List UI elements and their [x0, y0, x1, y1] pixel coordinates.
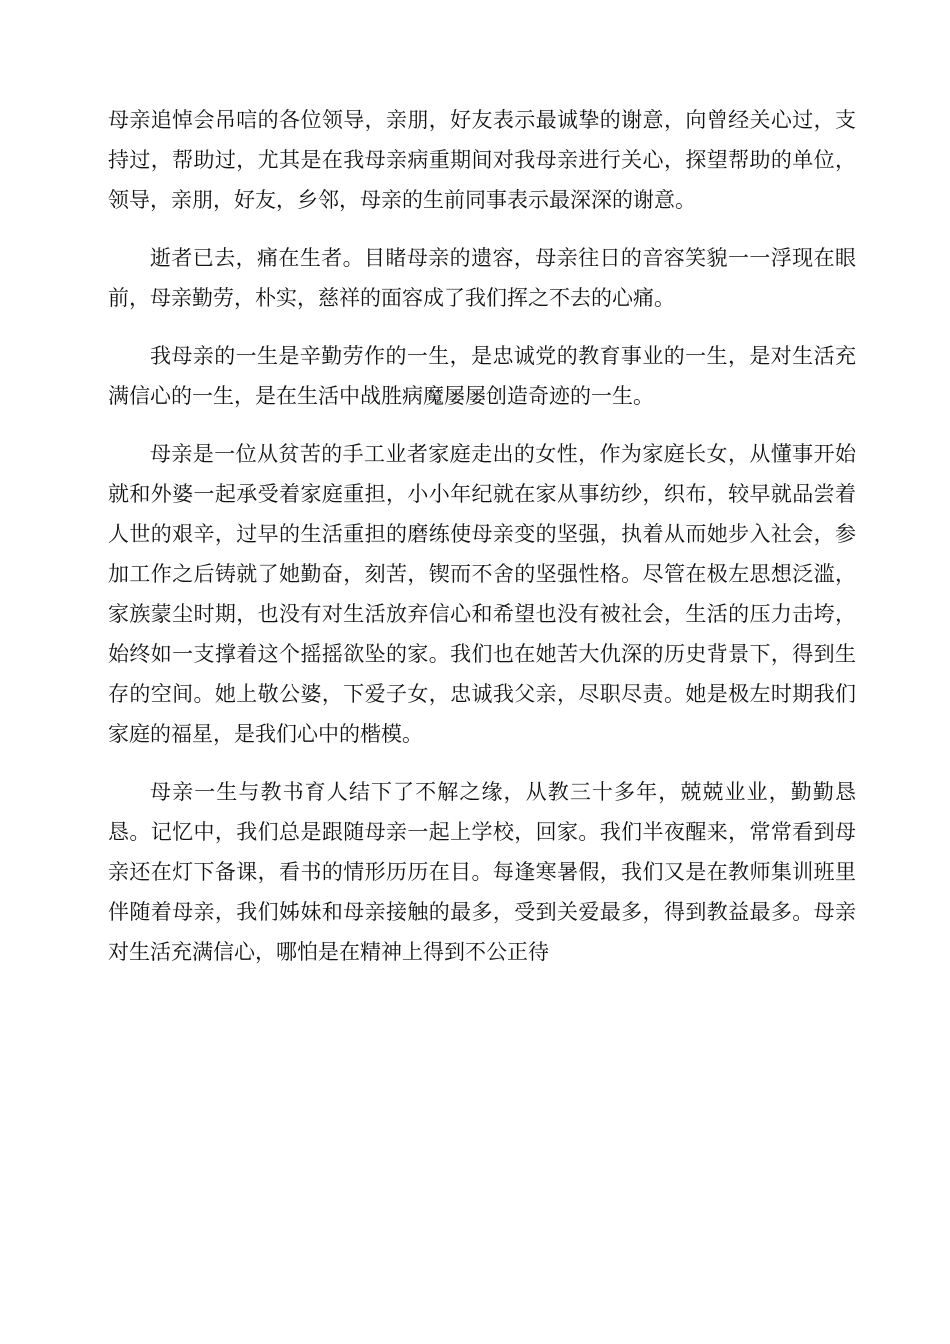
paragraph-5: 母亲一生与教书育人结下了不解之缘，从教三十多年，兢兢业业，勤勤恳恳。记忆中，我们总是跟随母亲一起上学校，回家。我们半夜醒来，常常看到母亲还在灯下备课，看书的情形历历在目。每逢寒暑假，我们又是在教师集训班里伴随着母亲，我们姊妹和母亲接触的最多，受到关爱最多，得到教益最多。母亲对生活充满信心，哪怕是在精神上得到不公正待 — [108, 780, 856, 964]
document-page — [108, 100, 856, 990]
paragraph-4: 母亲是一位从贫苦的手工业者家庭走出的女性，作为家庭长女，从懂事开始就和外婆一起承受着家庭重担，小小年纪就在家从事纺纱，织布，较早就品尝着人世的艰辛，过早的生活重担的磨练使母亲变的坚强，执着从而她步入社会，参加工作之后铸就了她勤奋，刻苦，锲而不舍的坚强性格。尽管在极左思想泛滥，家族蒙尘时期，也没有对生活放弃信心和希望也没有被社会，生活的压力击垮，始终如一支撑着这个摇摇欲坠的家。我们也在她苦大仇深的历史背景下，得到生存的空间。她上敬公婆，下爱子女，忠诚我父亲，尽职尽责。她是极左时期我们家庭的福星，是我们心中的楷模。 — [108, 442, 856, 746]
paragraph-1: 母亲追悼会吊唁的各位领导，亲朋，好友表示最诚挚的谢意，向曾经关心过，支持过，帮助过，尤其是在我母亲病重期间对我母亲进行关心，探望帮助的单位，领导，亲朋，好友，乡邻，母亲的生前同事表示最深深的谢意。 — [108, 108, 856, 212]
paragraph-3: 我母亲的一生是辛勤劳作的一生，是忠诚党的教育事业的一生，是对生活充满信心的一生，是在生活中战胜病魔屡屡创造奇迹的一生。 — [108, 344, 856, 408]
paragraph-2: 逝者已去，痛在生者。目睹母亲的遗容，母亲往日的音容笑貌一一浮现在眼前，母亲勤劳，朴实，慈祥的面容成了我们挥之不去的心痛。 — [108, 246, 856, 310]
